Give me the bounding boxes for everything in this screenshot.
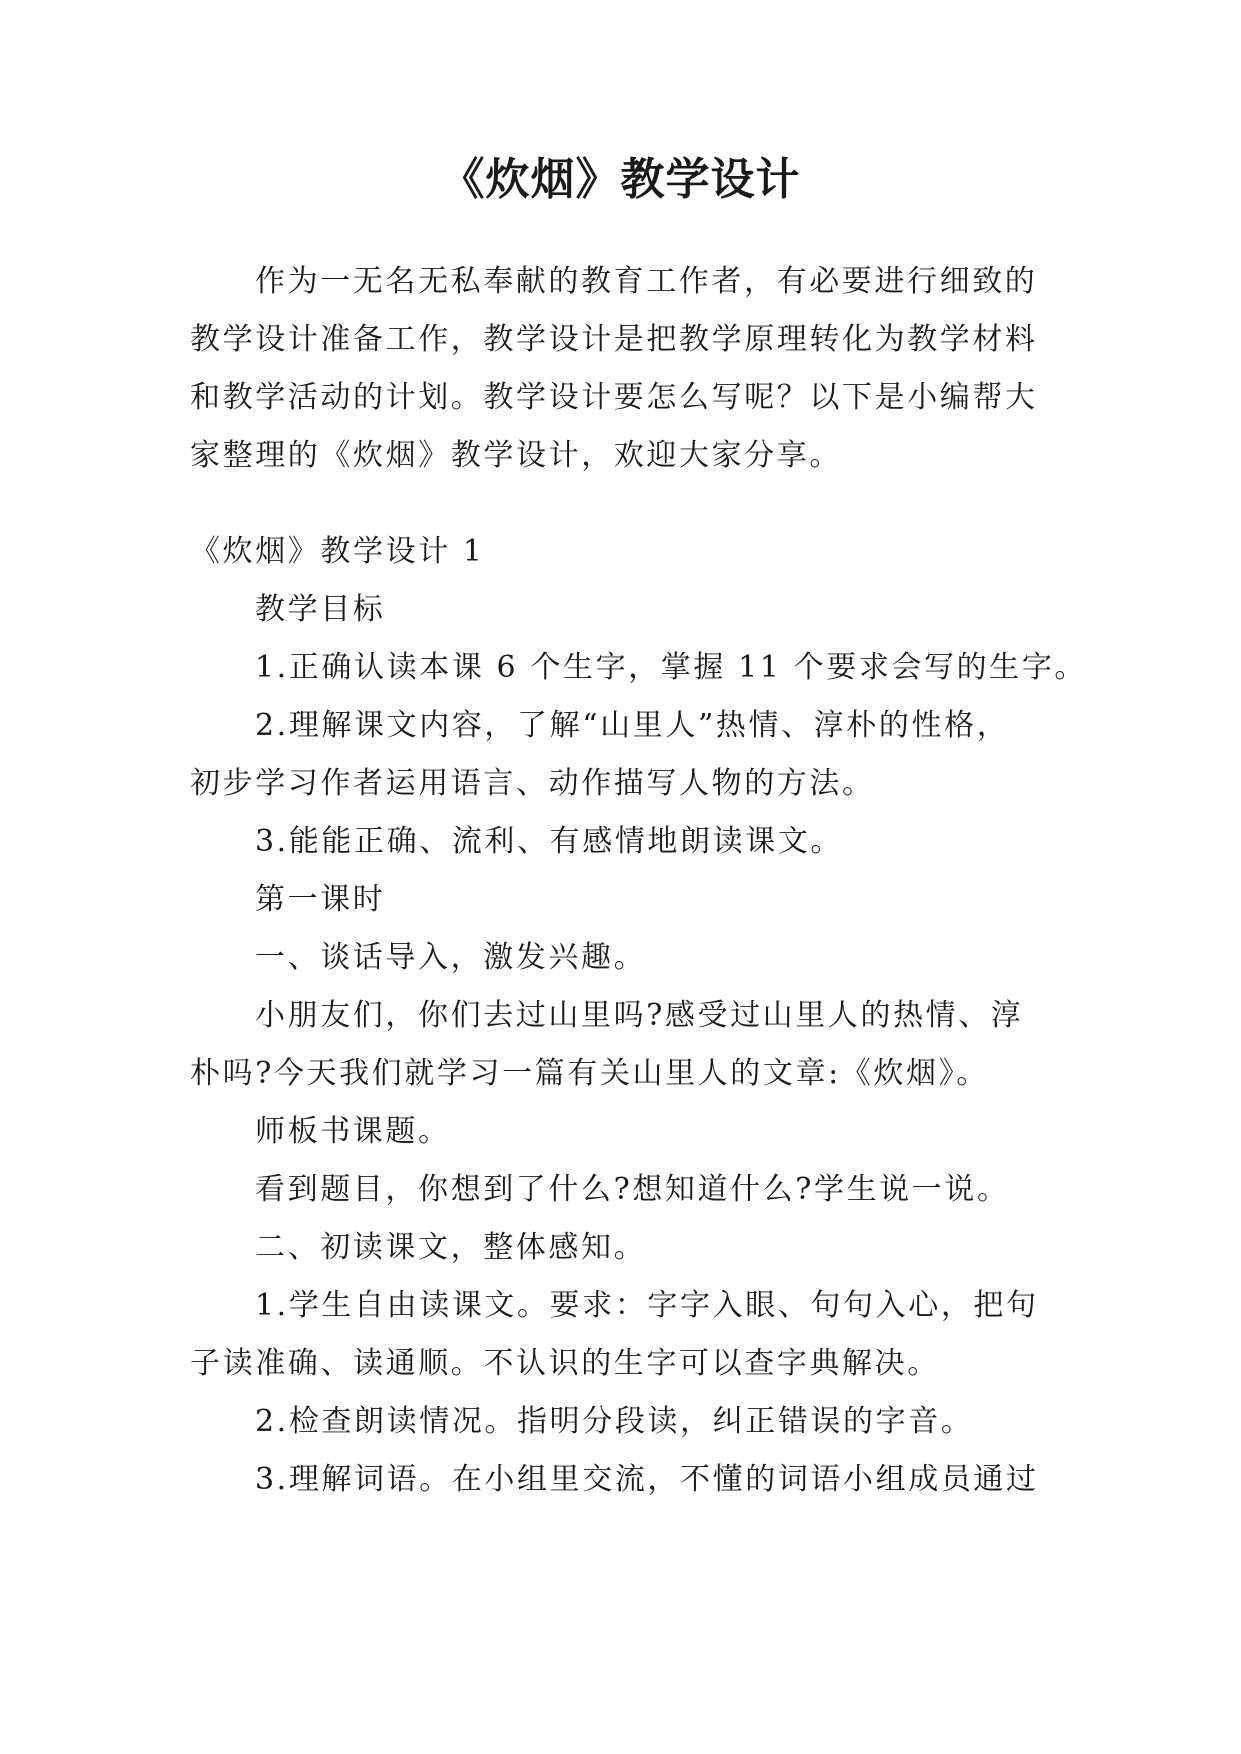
body-line: 第一课时 xyxy=(255,882,386,917)
intro-line: 和教学活动的计划。教学设计要怎么写呢？以下是小编帮大 xyxy=(190,380,1038,415)
body-line: 2.检查朗读情况。指明分段读，纠正错误的字音。 xyxy=(255,1404,974,1439)
document-title: 《炊烟》教学设计 xyxy=(440,154,801,205)
body-line: 看到题目，你想到了什么?想知道什么?学生说一说。 xyxy=(255,1172,1010,1207)
section-heading: 《炊烟》教学设计 1 xyxy=(190,534,485,569)
body-line: 2.理解课文内容，了解“山里人”热情、淳朴的性格， xyxy=(255,708,1010,743)
body-line: 3.能能正确、流利、有感情地朗读课文。 xyxy=(255,824,844,859)
intro-line: 作为一无名无私奉献的教育工作者，有必要进行细致的 xyxy=(255,264,1038,299)
body-line: 朴吗?今天我们就学习一篇有关山里人的文章:《炊烟》。 xyxy=(190,1056,989,1091)
body-line: 3.理解词语。在小组里交流，不懂的词语小组成员通过 xyxy=(255,1462,1039,1497)
body-line: 师板书课题。 xyxy=(255,1114,451,1149)
intro-line: 家整理的《炊烟》教学设计，欢迎大家分享。 xyxy=(190,438,842,473)
body-line: 初步学习作者运用语言、动作描写人物的方法。 xyxy=(190,766,875,801)
body-line: 子读准确、读通顺。不认识的生字可以查字典解决。 xyxy=(190,1346,940,1381)
body-line: 1.学生自由读课文。要求：字字入眼、句句入心，把句 xyxy=(255,1288,1039,1323)
body-line: 教学目标 xyxy=(255,592,386,627)
body-line: 一、谈话导入，激发兴趣。 xyxy=(255,940,647,975)
intro-line: 教学设计准备工作，教学设计是把教学原理转化为教学材料 xyxy=(190,322,1038,357)
body-line: 二、初读课文，整体感知。 xyxy=(255,1230,647,1265)
body-line: 1.正确认读本课 6 个生字，掌握 11 个要求会写的生字。 xyxy=(255,650,1088,685)
body-line: 小朋友们，你们去过山里吗?感受过山里人的热情、淳 xyxy=(255,998,1024,1033)
